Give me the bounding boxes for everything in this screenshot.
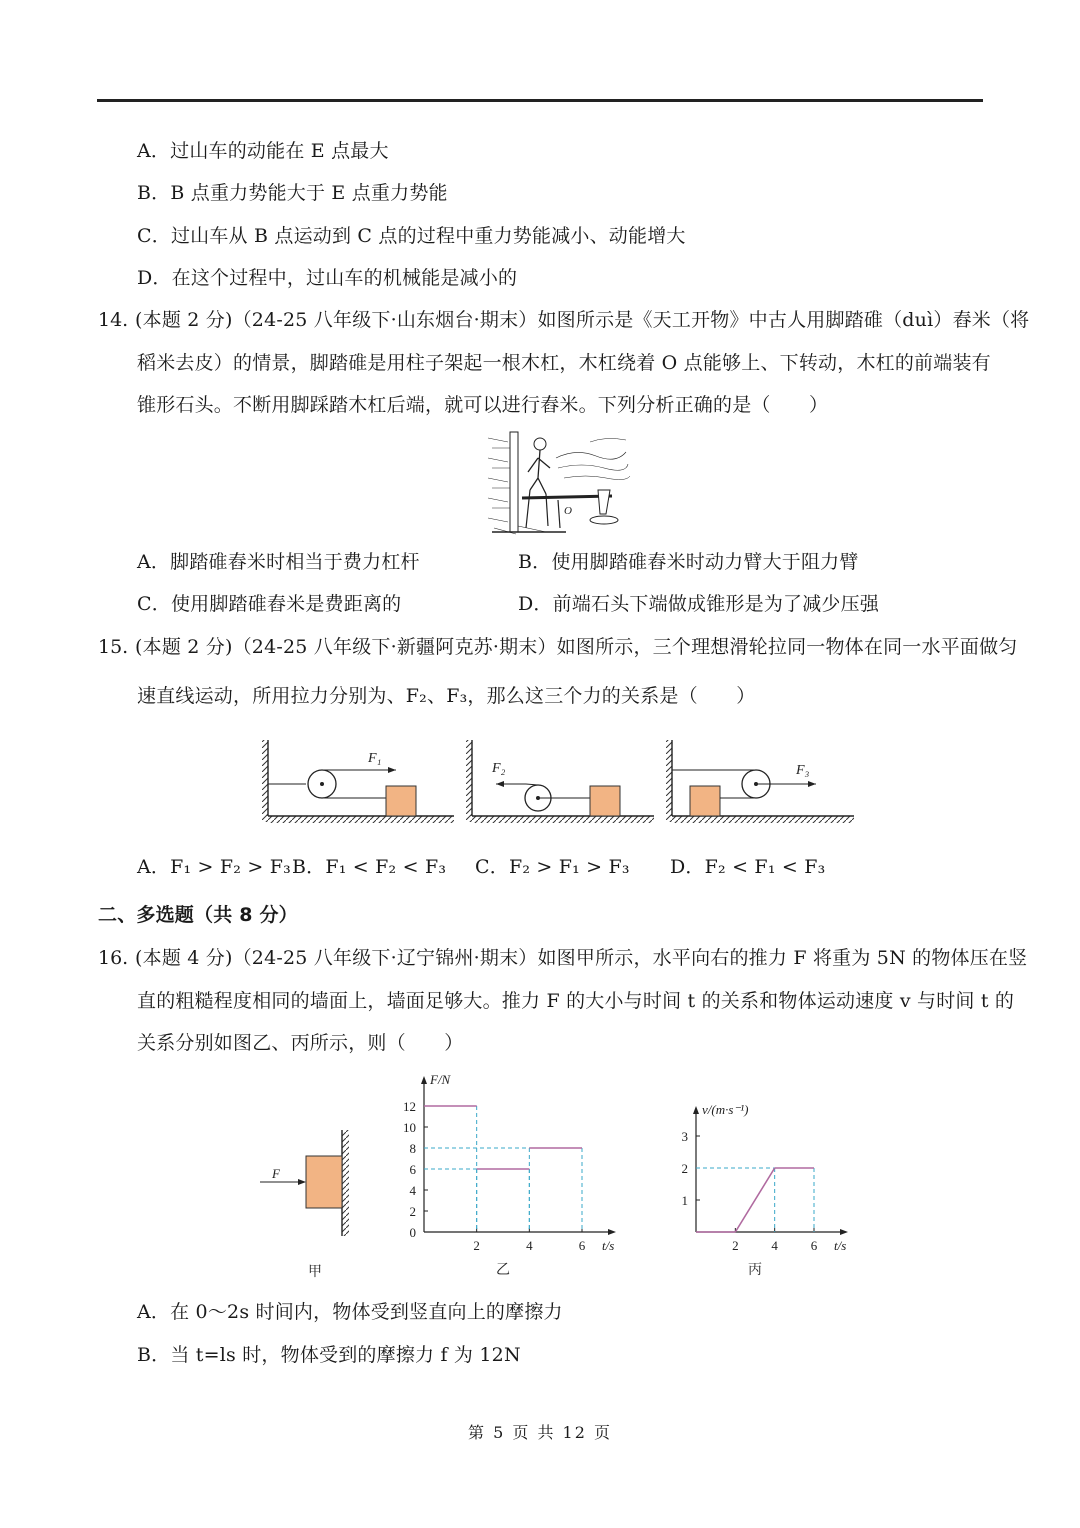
- q15-number: 15.: [98, 636, 129, 658]
- pulley-diagram-3: [666, 740, 854, 823]
- x-axis-title: t/s: [834, 1238, 847, 1253]
- data-segment: [735, 1168, 774, 1232]
- q14-line2: 稻米去皮）的情景，脚踏碓是用柱子架起一根木杠，木杠绕着 O 点能够上、下转动，木杠的前端装有: [137, 352, 991, 374]
- q13-option-d: D．在这个过程中，过山车的机械能是减小的: [137, 267, 518, 289]
- q14-number: 14.: [98, 309, 129, 331]
- x-tick-label: 2: [473, 1238, 480, 1253]
- label-f3: F₃: [796, 763, 810, 778]
- q16-option-b: B．当 t=ls 时，物体受到的摩擦力 f 为 12N: [137, 1344, 521, 1366]
- q14-option-d: D．前端石头下端做成锥形是为了减少压强: [518, 593, 880, 615]
- q13-option-a: A．过山车的动能在 E 点最大: [137, 140, 389, 162]
- y-tick-label: 2: [409, 1204, 416, 1219]
- y-tick-label: 4: [409, 1183, 416, 1198]
- y-tick-label: 8: [409, 1141, 416, 1156]
- q16-line1: (本题 4 分)（24-25 八年级下·辽宁锦州·期末）如图甲所示，水平向右的推力 F 将重为 5N 的物体压在竖: [135, 947, 1028, 969]
- q14-line3: 锥形石头。不断用脚踩踏木杠后端，就可以进行舂米。下列分析正确的是（ ）: [137, 394, 829, 416]
- q13-option-c: C．过山车从 B 点运动到 C 点的过程中重力势能减小、动能增大: [137, 225, 686, 247]
- y-tick-label: 1: [681, 1193, 688, 1208]
- q14-option-b: B．使用脚踏碓舂米时动力臂大于阻力臂: [518, 551, 859, 573]
- pivot-o-label: O: [564, 505, 572, 517]
- q16-number: 16.: [98, 947, 129, 969]
- x-axis-arrow: [840, 1229, 848, 1235]
- label-f1: F₁: [368, 751, 382, 766]
- q15-option-a: A．F₁ > F₂ > F₃: [137, 856, 291, 878]
- y-tick-label: 3: [681, 1129, 688, 1144]
- caption-jia: 甲: [308, 1265, 322, 1280]
- q15-option-b: B．F₁ < F₂ < F₃: [292, 856, 447, 878]
- y-axis-title: v/(m·s⁻¹): [702, 1102, 749, 1117]
- force-f-label: F: [272, 1166, 280, 1181]
- x-tick-label: 2: [732, 1238, 739, 1253]
- section-title-multiple-choice: 二、多选题（共 8 分）: [98, 904, 298, 926]
- q16-line3: 关系分别如图乙、丙所示，则（ ）: [137, 1032, 464, 1054]
- chart-caption: 乙: [496, 1263, 510, 1278]
- q16-line2: 直的粗糙程度相同的墙面上，墙面足够大。推力 F 的大小与时间 t 的关系和物体运动速度 v 与时间 t 的: [137, 990, 1015, 1012]
- x-tick-label: 4: [771, 1238, 778, 1253]
- y-tick-label: 6: [409, 1162, 416, 1177]
- figure-jia: [256, 1126, 366, 1286]
- y-axis-title: F/N: [430, 1072, 451, 1087]
- q16-option-a: A．在 0～2s 时间内，物体受到竖直向上的摩擦力: [137, 1301, 563, 1323]
- q15-option-c: C．F₂ > F₁ > F₃: [475, 856, 630, 878]
- pulley-diagram-2: [466, 740, 654, 823]
- x-tick-label: 4: [526, 1238, 533, 1253]
- x-axis-arrow: [608, 1229, 616, 1235]
- q15-line2: 速直线运动，所用拉力分别为、F₂、F₃，那么这三个力的关系是（ ）: [137, 685, 756, 707]
- y-axis-arrow: [421, 1076, 427, 1084]
- label-f2: F₂: [492, 761, 506, 776]
- treadle-pestle-illustration: [486, 428, 632, 538]
- y-tick-label: 10: [403, 1120, 416, 1135]
- chart-velocity-vs-time: [660, 1070, 870, 1286]
- q15-line1: (本题 2 分)（24-25 八年级下·新疆阿克苏·期末）如图所示，三个理想滑轮拉同一物体在同一水平面做匀: [135, 636, 1018, 658]
- q14-option-c: C．使用脚踏碓舂米是费距离的: [137, 593, 402, 615]
- pulley-diagrams: [262, 736, 854, 830]
- page-footer: 第 5 页 共 12 页: [468, 1423, 612, 1442]
- x-axis-title: t/s: [602, 1238, 615, 1253]
- q15-option-d: D．F₂ < F₁ < F₃: [670, 856, 826, 878]
- chart-caption: 丙: [748, 1263, 762, 1278]
- pulley-diagram-1: [262, 740, 454, 823]
- q14-option-a: A．脚踏碓舂米时相当于费力杠杆: [137, 551, 420, 573]
- y-axis-arrow: [693, 1106, 699, 1114]
- y-tick-label: 0: [409, 1225, 416, 1240]
- chart-force-vs-time: [380, 1070, 640, 1286]
- top-rule: [97, 99, 983, 102]
- x-tick-label: 6: [810, 1238, 818, 1253]
- q13-option-b: B．B 点重力势能大于 E 点重力势能: [137, 182, 448, 204]
- q14-line1: (本题 2 分)（24-25 八年级下·山东烟台·期末）如图所示是《天工开物》中古人用脚踏碓（duì）舂米（将: [135, 309, 1030, 331]
- y-tick-label: 12: [403, 1099, 416, 1114]
- y-tick-label: 2: [681, 1161, 688, 1176]
- x-tick-label: 6: [578, 1238, 586, 1253]
